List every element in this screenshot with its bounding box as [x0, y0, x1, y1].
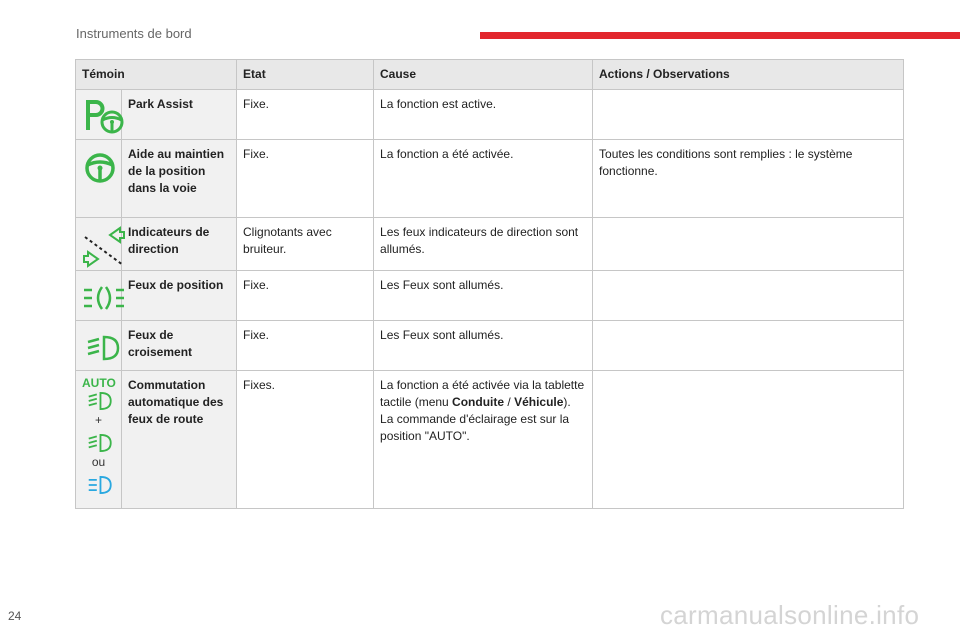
plus-text: + [94, 413, 102, 427]
column-header-actions: Actions / Observations [593, 60, 904, 90]
column-header-etat: Etat [237, 60, 374, 90]
table-header-row [76, 60, 904, 90]
table-row [76, 321, 904, 371]
indicator-name: Indicateurs de direction [122, 218, 237, 271]
cause-text-end: ). [563, 395, 571, 409]
dipped-beam-icon [82, 390, 116, 412]
indicator-etat: Fixe. [237, 271, 374, 321]
indicator-etat: Fixe. [237, 90, 374, 140]
lane-keeping-icon [82, 150, 118, 186]
table-row [76, 140, 904, 218]
cause-line2: La commande d'éclairage est sur la position "AUTO". [380, 412, 570, 443]
indicator-actions [593, 218, 904, 271]
indicator-cause: La fonction a été activée. [374, 140, 593, 218]
indicator-cause: La fonction est active. [374, 90, 593, 140]
page-section-title: Instruments de bord [76, 26, 192, 41]
indicator-name: Commutation automatique des feux de route [122, 371, 237, 509]
column-header-cause: Cause [374, 60, 593, 90]
header-accent-bar [480, 32, 960, 39]
indicator-name: Feux de position [122, 271, 237, 321]
indicator-etat: Fixe. [237, 140, 374, 218]
indicator-actions [593, 271, 904, 321]
indicator-table [75, 59, 904, 509]
indicator-actions: Toutes les conditions sont remplies : le système fonctionne. [593, 140, 904, 218]
park-assist-icon [82, 96, 126, 136]
icon-cell [76, 218, 122, 271]
watermark: carmanualsonline.info [660, 600, 920, 630]
table-row [76, 271, 904, 321]
dipped-beam-icon [82, 432, 116, 454]
dipped-beam-icon [82, 333, 122, 363]
icon-cell [76, 140, 122, 218]
column-header-temoin: Témoin [76, 60, 237, 90]
cause-text: La fonction a été activée via la tablette tactile (menu [380, 378, 585, 409]
table-row [76, 90, 904, 140]
indicator-cause [374, 371, 593, 509]
cause-sep: / [504, 395, 515, 409]
auto-text: AUTO [82, 376, 116, 390]
indicator-etat: Clignotants avec bruiteur. [237, 218, 374, 271]
indicator-name: Park Assist [122, 90, 237, 140]
indicator-cause: Les Feux sont allumés. [374, 271, 593, 321]
high-beam-icon [82, 474, 116, 496]
indicator-actions [593, 90, 904, 140]
or-text: ou [91, 455, 106, 469]
table-row [76, 218, 904, 271]
indicator-cause: Les feux indicateurs de direction sont allumés. [374, 218, 593, 271]
icon-cell [76, 90, 122, 140]
icon-cell [76, 321, 122, 371]
icon-cell [76, 271, 122, 321]
page-number: 24 [8, 609, 22, 623]
table-row [76, 371, 904, 509]
menu-conduite: Conduite [452, 395, 505, 409]
indicator-etat: Fixe. [237, 321, 374, 371]
indicator-name: Feux de croisement [122, 321, 237, 371]
icon-cell [76, 371, 122, 509]
indicator-actions [593, 321, 904, 371]
position-lights-icon [82, 283, 126, 313]
indicator-cause: Les Feux sont allumés. [374, 321, 593, 371]
indicator-name: Aide au maintien de la position dans la voie [122, 140, 237, 218]
turn-signal-icon [82, 224, 126, 270]
indicator-etat: Fixes. [237, 371, 374, 509]
indicator-actions [593, 371, 904, 509]
menu-vehicule: Véhicule [514, 395, 564, 409]
